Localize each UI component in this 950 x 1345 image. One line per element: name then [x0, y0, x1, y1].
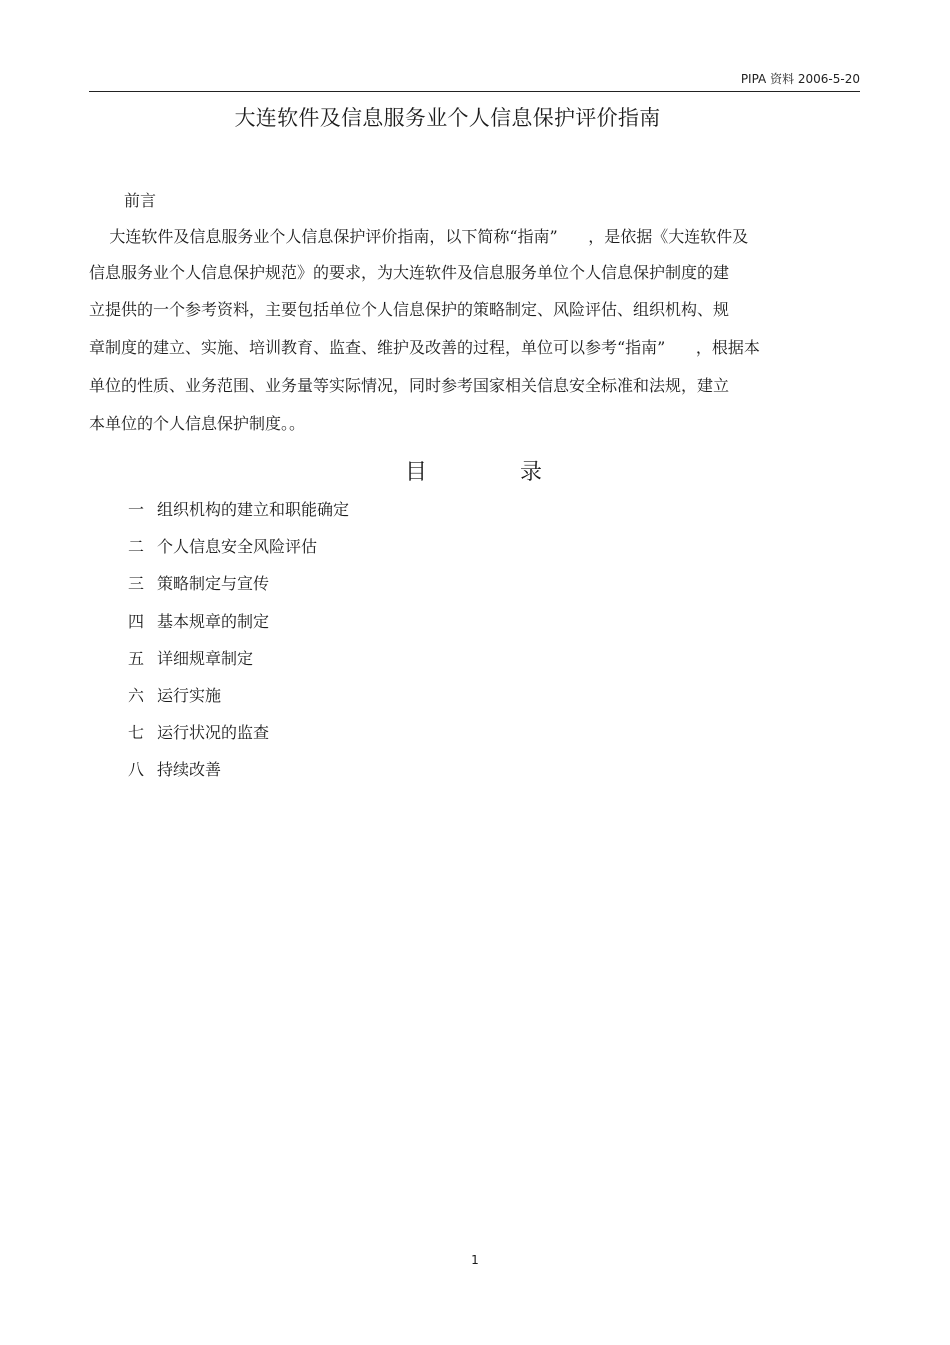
- toc-item: [128, 573, 349, 610]
- preface-heading: 前言: [124, 191, 157, 210]
- toc-item: [128, 499, 349, 536]
- toc-item-label: 持续改善: [157, 760, 222, 780]
- toc-title-left: 目: [405, 460, 428, 485]
- toc-item: [128, 685, 349, 722]
- toc-item-number: 四: [128, 611, 145, 631]
- toc-item: [128, 536, 349, 573]
- toc-item-label: 基本规章的制定: [157, 611, 270, 631]
- preface-line: 单位的性质、业务范围、业务量等实际情况，同时参考国家相关信息安全标准和法规，建立: [89, 376, 730, 395]
- toc-item: [128, 722, 349, 759]
- toc-item-label: 组织机构的建立和职能确定: [157, 500, 350, 519]
- toc-item-number: 六: [128, 685, 145, 705]
- preface-line: 章制度的建立、实施、培训教育、监查、维护及改善的过程，单位可以参考“指南” ，根据本: [89, 338, 760, 357]
- toc-item-label: 详细规章制定: [157, 648, 254, 668]
- toc-item: [128, 611, 349, 648]
- toc-item-number: 五: [128, 648, 145, 668]
- toc-item: [128, 759, 349, 796]
- toc-item-label: 运行状况的监查: [157, 723, 270, 743]
- toc-item-number: 一: [128, 500, 145, 519]
- preface-line: 信息服务业个人信息保护规范》的要求，为大连软件及信息服务单位个人信息保护制度的建: [89, 263, 730, 282]
- toc-item-number: 二: [128, 537, 145, 557]
- document-title: 大连软件及信息服务业个人信息保护评价指南: [234, 106, 661, 130]
- page-number: 1: [471, 1253, 479, 1267]
- toc-item: [128, 648, 349, 685]
- toc-item-label: 策略制定与宣传: [157, 574, 270, 594]
- preface-line: 大连软件及信息服务业个人信息保护评价指南，以下简称“指南” ，是依据《大连软件及: [89, 227, 749, 246]
- toc-item-label: 个人信息安全风险评估: [157, 537, 318, 557]
- page-header: PIPA 资料 2006-5-20: [740, 72, 860, 86]
- header-rule: [89, 91, 860, 92]
- preface-line: 本单位的个人信息保护制度。。: [89, 414, 306, 433]
- toc-item-number: 三: [128, 574, 145, 594]
- toc-item-number: 七: [128, 723, 145, 743]
- toc-title-right: 录: [520, 460, 543, 485]
- toc-item-label: 运行实施: [157, 685, 222, 705]
- toc-item-number: 八: [128, 760, 145, 780]
- toc-list: [128, 499, 349, 797]
- preface-line: 立提供的一个参考资料，主要包括单位个人信息保护的策略制定、风险评估、组织机构、规: [89, 300, 730, 319]
